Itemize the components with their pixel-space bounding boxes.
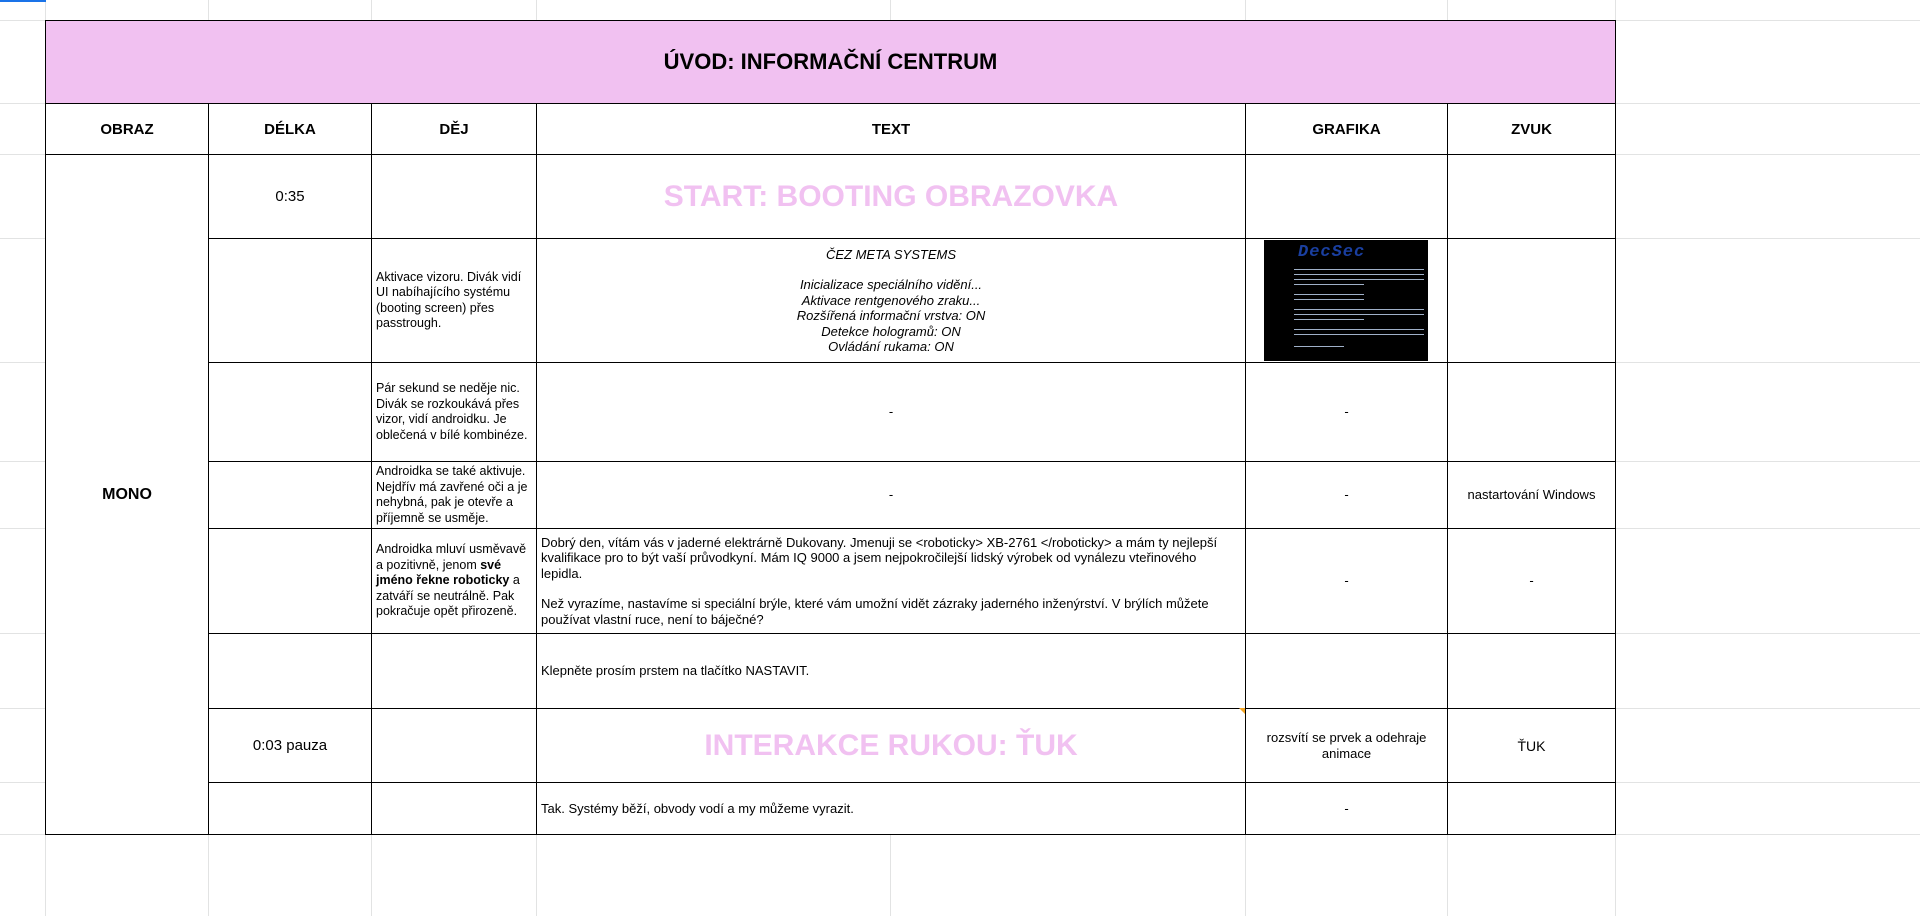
zvuk-cell[interactable] — [1447, 633, 1616, 709]
grafika-cell[interactable] — [1245, 154, 1448, 239]
zvuk-cell[interactable]: nastartování Windows — [1447, 461, 1616, 529]
text-paragraph: Než vyrazíme, nastavíme si speciální brýle, které vám umožní vidět zázraky jaderného inženýrství. V brýlích můžete používat vlastní ruce, není to báječné? — [541, 596, 1209, 627]
text-line: Detekce hologramů: ON — [821, 323, 961, 339]
grafika-cell[interactable]: - — [1245, 461, 1448, 529]
delka-cell[interactable] — [208, 238, 372, 363]
comment-indicator[interactable] — [1239, 708, 1245, 714]
sheet-title[interactable]: ÚVOD: INFORMAČNÍ CENTRUM — [45, 20, 1616, 104]
delka-cell[interactable]: 0:35 — [208, 154, 372, 239]
text-cell[interactable]: - — [536, 461, 1246, 529]
dej-cell[interactable] — [371, 362, 537, 462]
dej-cell[interactable] — [371, 154, 537, 239]
grafika-cell[interactable] — [1245, 238, 1448, 363]
col-header-text[interactable]: TEXT — [536, 103, 1246, 155]
dej-cell[interactable] — [371, 461, 537, 529]
zvuk-cell[interactable] — [1447, 362, 1616, 462]
dej-text: Aktivace vizoru. Divák vidí UI nabíhajícího systému (booting screen) přes passtrough. — [376, 269, 522, 330]
booting-screen-image: DecSec — [1264, 240, 1428, 361]
grafika-cell[interactable]: rozsvítí se prvek a odehraje animace — [1245, 708, 1448, 783]
delka-cell[interactable] — [208, 782, 372, 835]
text-cell-heading[interactable]: START: BOOTING OBRAZOVKA — [536, 154, 1246, 239]
text-cell[interactable]: Klepněte prosím prstem na tlačítko NASTAVIT. — [536, 633, 1246, 709]
dej-text — [376, 542, 532, 620]
selected-cell-indicator — [0, 0, 46, 2]
text-line: Ovládání rukama: ON — [828, 339, 954, 354]
text-line: Inicializace speciálního vidění... — [799, 277, 983, 292]
delka-cell[interactable]: 0:03 pauza — [208, 708, 372, 783]
dej-text-bold: své jméno řekne roboticky — [376, 557, 510, 588]
text-paragraph: Dobrý den, vítám vás v jaderné elektrárně Dukovany. Jmenuji se <roboticky> XB-2761 </roboticky> a mám ty nejlepší kvalifikace pro to být vaší průvodkyní. Mám IQ 9000 a jsem nejpokročilejší lidský výrobek od vynálezu vteřinového lepidla. — [541, 534, 1218, 581]
col-header-grafika[interactable]: GRAFIKA — [1245, 103, 1448, 155]
text-cell[interactable]: - — [536, 362, 1246, 462]
zvuk-cell[interactable] — [1447, 154, 1616, 239]
delka-cell[interactable] — [208, 461, 372, 529]
text-line: ČEZ META SYSTEMS — [825, 246, 956, 262]
col-header-dej[interactable]: DĚJ — [371, 103, 537, 155]
text-line: Aktivace rentgenového zraku... — [801, 292, 981, 308]
col-header-obraz[interactable]: OBRAZ — [45, 103, 209, 155]
col-header-delka[interactable]: DÉLKA — [208, 103, 372, 155]
dej-cell[interactable] — [371, 782, 537, 835]
dej-text-part: a zatváří se neutrálně. Pak pokračuje opět přirozeně. — [376, 573, 520, 619]
grafika-cell[interactable]: - — [1245, 782, 1448, 835]
dej-cell[interactable] — [371, 238, 537, 363]
delka-cell[interactable] — [208, 528, 372, 634]
zvuk-cell[interactable] — [1447, 238, 1616, 363]
dej-cell[interactable] — [371, 633, 537, 709]
grafika-cell[interactable]: - — [1245, 362, 1448, 462]
text-cell[interactable] — [536, 528, 1246, 634]
grafika-cell[interactable] — [1245, 633, 1448, 709]
dej-text-part: Androidka mluví usměvavě a pozitivně, jenom — [376, 542, 527, 572]
dej-text: Pár sekund se neděje nic. Divák se rozkoukává přes vizor, vidí androidku. Je oblečená v bílé kombinéze. — [376, 381, 528, 442]
delka-cell[interactable] — [208, 362, 372, 462]
text-cell-heading[interactable]: INTERAKCE RUKOU: ŤUK — [536, 708, 1246, 783]
dej-cell[interactable] — [371, 528, 537, 634]
zvuk-cell[interactable] — [1447, 782, 1616, 835]
col-header-zvuk[interactable]: ZVUK — [1447, 103, 1616, 155]
delka-cell[interactable] — [208, 633, 372, 709]
text-line: Rozšířená informační vrstva: ON — [796, 308, 986, 323]
zvuk-cell[interactable]: ŤUK — [1447, 708, 1616, 783]
obraz-cell[interactable]: MONO — [45, 154, 209, 835]
text-cell[interactable]: Tak. Systémy běží, obvody vodí a my můžeme vyrazit. — [536, 782, 1246, 835]
grafika-cell[interactable]: - — [1245, 528, 1448, 634]
text-cell[interactable] — [536, 238, 1246, 363]
zvuk-cell[interactable]: - — [1447, 528, 1616, 634]
dej-text: Androidka se také aktivuje. Nejdřív má zavřené oči a je nehybná, pak je otevře a příjemně se usměje. — [376, 464, 528, 525]
dej-cell[interactable] — [371, 708, 537, 783]
